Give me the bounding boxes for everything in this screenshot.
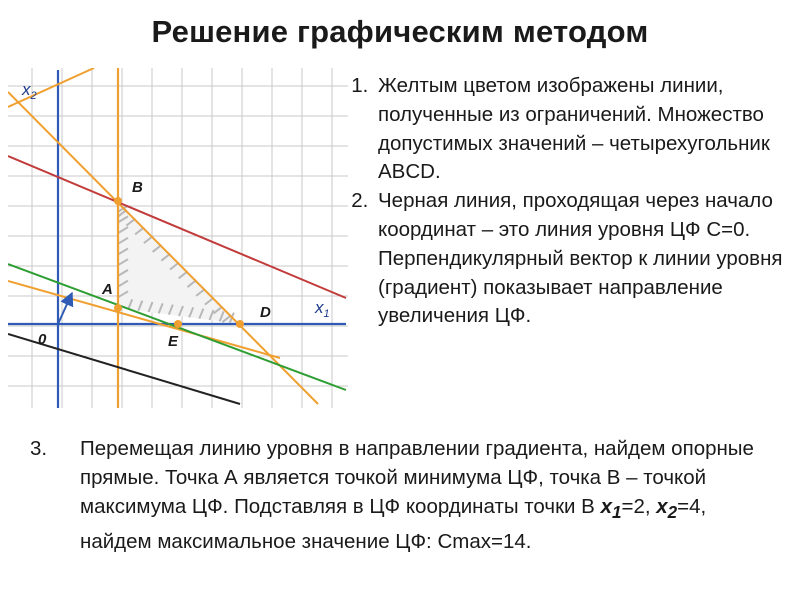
point-a-label: A	[102, 281, 113, 298]
point-e	[174, 320, 182, 328]
paragraph-3-body-2: найдем максимальное значение ЦФ:	[80, 530, 438, 554]
x2-var: $x_2$	[656, 495, 678, 523]
point-a	[114, 304, 122, 312]
list-item	[374, 187, 784, 331]
x1-var: $x_1$	[600, 495, 622, 523]
paragraph-3-text	[80, 434, 770, 556]
x1-value: =2,	[621, 495, 657, 518]
feasible-region-hatch	[118, 201, 240, 324]
slide-title: Решение графическим методом	[151, 14, 649, 49]
point-d	[236, 320, 244, 328]
cmax-value: Cmax=14.	[437, 530, 532, 554]
list-item	[374, 72, 784, 187]
point-b	[114, 197, 122, 205]
explanation-list	[346, 72, 784, 331]
x2-axis-label: $x_2$	[22, 80, 37, 102]
graph	[8, 68, 348, 408]
x2-value: =4,	[677, 495, 707, 518]
origin-label: 0	[38, 331, 47, 348]
point-e-label: E	[168, 333, 179, 350]
point-d-label: D	[260, 304, 271, 321]
paragraph-3-number: 3.	[30, 437, 48, 460]
paragraph-3-body: Перемещая линию уровня в направлении градиента, найдем опорные прямые. Точка А является точкой минимума ЦФ, точка В – точкой максимума ЦФ. Подставляя в ЦФ координаты точки В	[80, 437, 754, 518]
list-item-text: Черная линия, проходящая через начало координат – это линия уровня ЦФ С=0. Перпендикулярный вектор к линии уровня (градиент) показывает направление увеличения ЦФ.	[378, 189, 783, 328]
constraint-line-upper	[8, 68, 94, 107]
point-b-label: B	[132, 179, 143, 196]
list-item-text: Желтым цветом изображены линии, полученные из ограничений. Множество допустимых значений – четырехугольник ABCD.	[378, 74, 770, 184]
x1-axis-label: $x_1$	[315, 298, 330, 320]
